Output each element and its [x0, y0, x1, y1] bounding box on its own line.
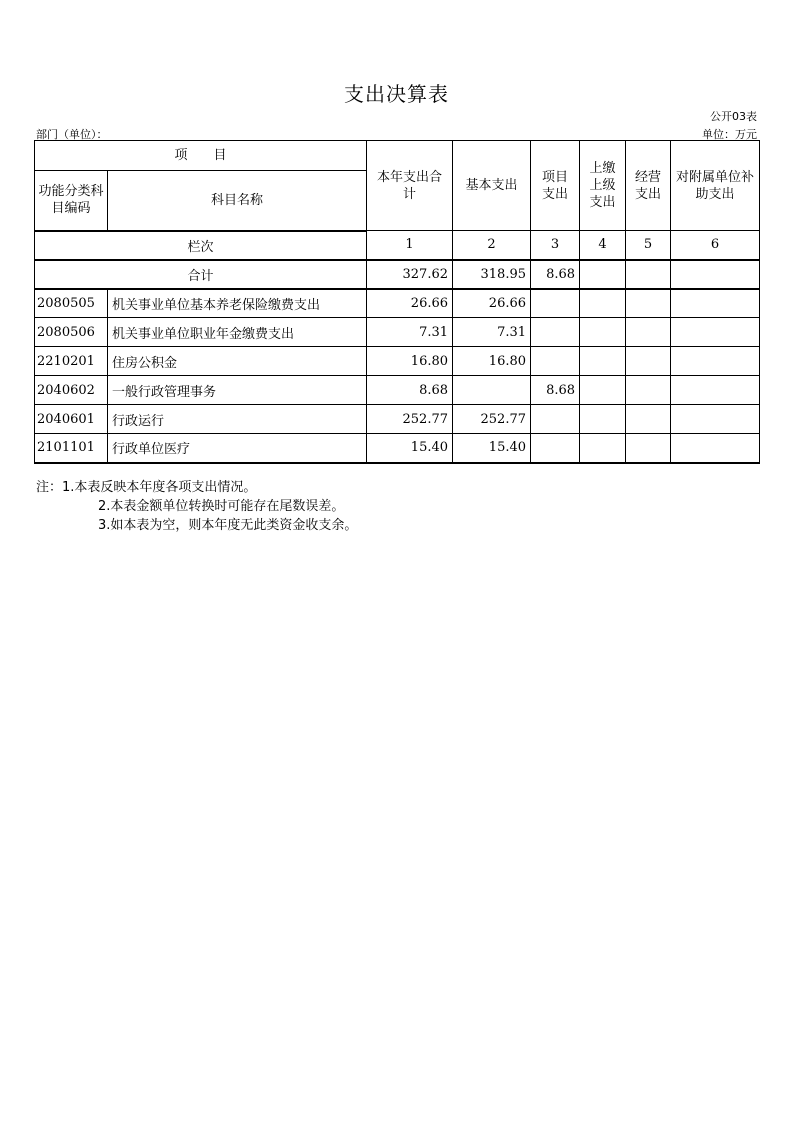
table-row	[35, 318, 760, 347]
note-line: 注：1.本表反映本年度各项支出情况。	[36, 480, 257, 495]
header-project-group: 项 目	[35, 141, 367, 171]
header-col-business: 经营支出	[626, 141, 671, 231]
value-cell	[671, 376, 760, 405]
value-cell	[531, 289, 580, 318]
value-cell	[671, 318, 760, 347]
total-label: 合计	[35, 260, 367, 289]
header-subject-name: 科目名称	[108, 171, 367, 231]
header-func-code: 功能分类科目编码	[35, 171, 108, 231]
column-number: 1	[367, 231, 453, 260]
column-number: 4	[580, 231, 626, 260]
header-col-basic: 基本支出	[453, 141, 531, 231]
value-cell	[626, 376, 671, 405]
func-code-cell: 2080505	[35, 289, 108, 318]
column-number: 6	[671, 231, 760, 260]
value-cell	[671, 434, 760, 463]
table-row	[35, 347, 760, 376]
value-cell	[580, 405, 626, 434]
value-cell: 252.77	[453, 405, 531, 434]
value-cell	[453, 376, 531, 405]
func-code-cell: 2040601	[35, 405, 108, 434]
note-line: 3.如本表为空，则本年度无此类资金收支余。	[98, 518, 358, 533]
unit-label: 单位：万元	[702, 128, 757, 141]
value-cell	[580, 376, 626, 405]
column-number: 2	[453, 231, 531, 260]
value-cell: 8.68	[531, 376, 580, 405]
value-cell	[531, 347, 580, 376]
value-cell	[671, 289, 760, 318]
total-value	[580, 260, 626, 289]
header-col-total: 本年支出合计	[367, 141, 453, 231]
total-row	[35, 260, 760, 289]
value-cell	[580, 318, 626, 347]
note-line: 2.本表金额单位转换时可能存在尾数误差。	[98, 499, 345, 514]
subject-name-cell: 机关事业单位基本养老保险缴费支出	[108, 289, 367, 318]
table-row	[35, 289, 760, 318]
value-cell: 7.31	[453, 318, 531, 347]
subject-name-cell: 行政运行	[108, 405, 367, 434]
value-cell	[580, 434, 626, 463]
value-cell: 8.68	[367, 376, 453, 405]
column-number: 3	[531, 231, 580, 260]
value-cell: 252.77	[367, 405, 453, 434]
department-label: 部门（单位）：	[36, 128, 108, 141]
header-col-subsidiary: 对附属单位补助支出	[671, 141, 760, 231]
func-code-cell: 2101101	[35, 434, 108, 463]
table-row	[35, 376, 760, 405]
total-value	[671, 260, 760, 289]
notes	[36, 478, 357, 535]
value-cell	[531, 405, 580, 434]
subject-name-cell: 住房公积金	[108, 347, 367, 376]
value-cell	[626, 434, 671, 463]
value-cell	[671, 405, 760, 434]
func-code-cell: 2080506	[35, 318, 108, 347]
value-cell: 16.80	[453, 347, 531, 376]
column-number-label: 栏次	[35, 231, 367, 260]
column-number-row	[35, 231, 760, 260]
value-cell: 15.40	[367, 434, 453, 463]
subject-name-cell: 一般行政管理事务	[108, 376, 367, 405]
value-cell	[626, 347, 671, 376]
value-cell	[531, 318, 580, 347]
value-cell	[531, 434, 580, 463]
total-value: 318.95	[453, 260, 531, 289]
expenditure-table	[34, 140, 760, 464]
total-value: 8.68	[531, 260, 580, 289]
header-col-upper: 上缴上级支出	[580, 141, 626, 231]
value-cell	[626, 405, 671, 434]
table-row	[35, 434, 760, 463]
total-value	[626, 260, 671, 289]
value-cell: 7.31	[367, 318, 453, 347]
func-code-cell: 2040602	[35, 376, 108, 405]
subject-name-cell: 机关事业单位职业年金缴费支出	[108, 318, 367, 347]
value-cell	[626, 289, 671, 318]
func-code-cell: 2210201	[35, 347, 108, 376]
value-cell: 26.66	[453, 289, 531, 318]
value-cell: 15.40	[453, 434, 531, 463]
value-cell: 16.80	[367, 347, 453, 376]
header-col-project: 项目支出	[531, 141, 580, 231]
column-number: 5	[626, 231, 671, 260]
subject-name-cell: 行政单位医疗	[108, 434, 367, 463]
value-cell	[626, 318, 671, 347]
value-cell	[671, 347, 760, 376]
value-cell	[580, 347, 626, 376]
page-title: 支出决算表	[344, 82, 449, 106]
form-code: 公开03表	[710, 110, 757, 123]
value-cell	[580, 289, 626, 318]
total-value: 327.62	[367, 260, 453, 289]
value-cell: 26.66	[367, 289, 453, 318]
header-row-1	[35, 141, 760, 171]
table-row	[35, 405, 760, 434]
